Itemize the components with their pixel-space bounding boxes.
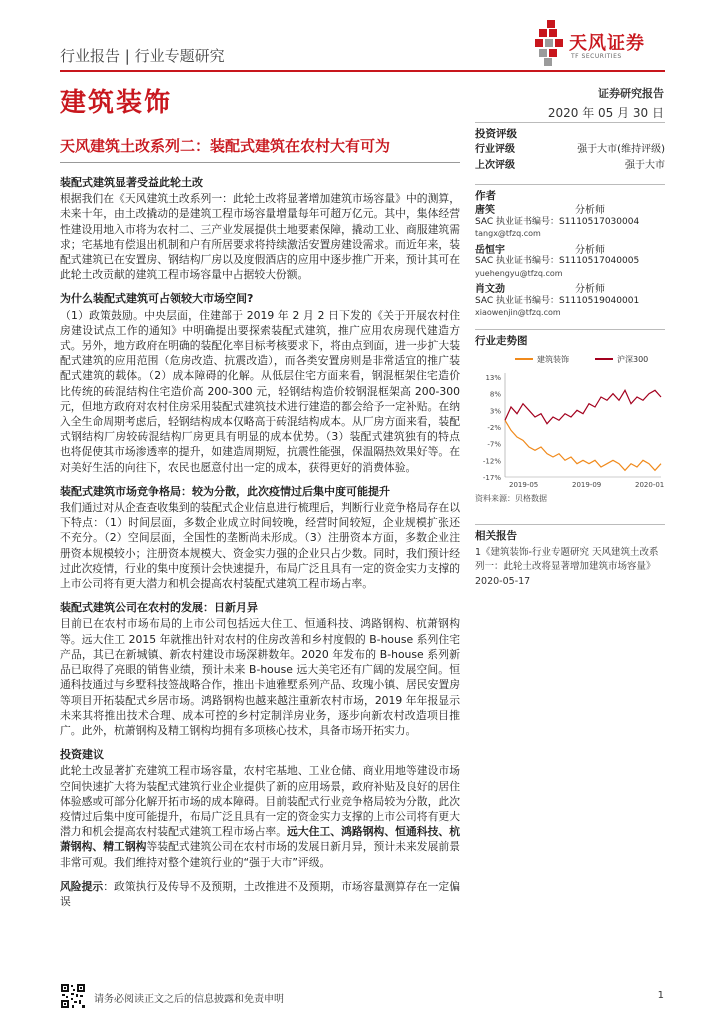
series-line-index <box>505 390 661 423</box>
section-heading: 装配式建筑市场竞争格局：较为分散，此次疫情过后集中度可能提升 <box>60 484 390 498</box>
logo-name: 天风证券 <box>569 33 645 54</box>
section-heading: 装配式建筑公司在农村的发展：日新月异 <box>60 601 258 615</box>
qr-code-icon <box>60 983 86 1009</box>
author-entry <box>475 284 665 319</box>
author-sac: SAC 执业证书编号：S1110517040005 <box>475 256 640 266</box>
header-rule <box>60 70 665 72</box>
y-tick-label: 13% <box>485 373 501 382</box>
section-text-after: 等装配式建筑公司在农村市场的发展日新月异，预计未来发展前景非常可观。我们维持对整个建筑行业的“强于大市”评级。 <box>60 840 461 869</box>
tf-securities-logo <box>535 20 665 70</box>
logo-english: TF SECURITIES <box>571 53 622 60</box>
y-tick-label: -12% <box>482 456 501 465</box>
section-heading: 为什么装配式建筑可占领较大市场空间? <box>60 292 254 306</box>
highlighted-companies: 远大住工、鸿路钢构、恒通科技、杭萧钢构、精工钢构 <box>60 825 461 854</box>
trend-chart-svg <box>475 351 665 491</box>
risk-warning <box>60 879 460 909</box>
section-text: 我们通过对从企查查收集到的装配式企业信息进行梳理后，判断行业竞争格局存在以下特点：（1）时间层面，多数企业成立时间较晚，经营时间较短，企业规模扩张还不充分。（2）空间层面，全国性的垄断尚未形成。（3）注册资本方面，多数企业注册资本规模较小；注册资本规模大、资金实力强的企业只占少数。同时，我们预计经过此次疫情，行业的集中度预计会快速提升，布局广泛且具有一定的资金实力支撑的上市公司将有更大潜力和机会提高农村装配式建筑工程市场占率。 <box>60 501 460 591</box>
y-tick-label: 8% <box>489 390 501 399</box>
x-tick-label: 2019-05 <box>509 480 539 489</box>
legend-label: 建筑装饰 <box>537 354 569 364</box>
section-heading: 投资建议 <box>60 748 104 762</box>
industry-trend-chart <box>475 351 665 491</box>
author-name: 唐笑 <box>475 205 495 216</box>
section-text: 目前已在农村市场布局的上市公司包括远大住工、恒通科技、鸿路钢构、杭萧钢构等。远大住工 2015 年就推出针对农村的住房改善和乡村度假的 B-house 系列住宅产品，其已在新城镇、新农村建设市场深耕数年。2020 年发布的 B-house 系列新品已取得了亮眼的销售业绩，预计未来 B-house 远大美宅还有广阔的发展空间。恒通科技通过与乡墅科技签战略合作，推出卡迪雅墅系列产品、玫瑰小镇、居民安置房等项目开拓装配式乡居市场。鸿路钢构也越来越注重新农村市场，2019 年年报显示未来其将推出技术合理、成本可控的乡村定制洋房业务，逐步向新农村改造项目推广。此外，杭萧钢构及精工钢构均拥有多项核心技术，具备市场开拓实力。 <box>60 617 460 737</box>
author-role: 分析师 <box>575 284 605 295</box>
x-tick-label: 2019-09 <box>572 480 602 489</box>
x-tick-label: 2020-01 <box>635 480 665 489</box>
author-sac: SAC 执业证书编号：S1110517030004 <box>475 216 640 227</box>
section-text: （1）政策鼓励。中央层面，住建部于 2019 年 2 月 2 日下发的《关于开展农村住房建设试点工作的通知》中明确提出要探索装配式建筑，推广应用农房现代建造方式。另外，地方政府在明确的装配化率目标考核要求下，将由点到面，进一步扩大装配式建筑的应用范围（危房改造、抗震改造），而各类安置房则是非常适宜的推广装配式建筑的载体。（2）成本障碍的化解。从低层住宅方面来看，钢混框架住宅造价比传统的砖混结构住宅造价高 200-300 元，轻钢结构造价较钢混框架高 200-300 元，但地方政府对农村住房采用装配式建筑技术进行建造的都会给予一定补贴。在纳入全生命周期考虑后，轻钢结构成本仅略高于砖混结构成本。从厂房方面来看，装配式钢结构厂房较砖混结构厂房更具有明显的成本优势。（3）装配式建筑独有的特点也将促使其市场渗透率的提升，如建造周期短，抗震性能强，保温隔热效果好等。在对美好生活的向往下，农民也愿意付出一定的成本，获得更好的消费体验。 <box>60 308 460 474</box>
last-rating-row <box>475 156 665 172</box>
legend-label: 沪深300 <box>617 354 649 364</box>
industry-title: 建筑装饰 <box>60 88 173 118</box>
rating-section-title: 投资评级 <box>475 122 665 140</box>
related-section-title: 相关报告 <box>475 524 665 542</box>
risk-heading: 风险提示 <box>60 879 104 893</box>
author-email[interactable]: tangx@tfzq.com <box>475 229 541 238</box>
document-category: 证券研究报告 <box>598 87 664 100</box>
investment-advice <box>60 763 460 869</box>
y-tick-label: 3% <box>489 406 501 415</box>
sidebar <box>475 122 665 589</box>
logo-mark-icon <box>535 20 565 66</box>
author-email[interactable]: xiaowenjin@tfzq.com <box>475 308 561 317</box>
section-text: 此轮土改显著扩充建筑工程市场容量，农村宅基地、工业仓储、商业用地等建设市场空间快速扩大将为装配式建筑行业企业提供了新的应用场景，政府补贴及良好的居住体验感或可部分化解开拓市场的成本障碍。目前装配式行业竞争格局较为分散，此次疫情过后集中度可能提升，布局广泛且具有一定的资金实力支撑的上市公司将有更大潜力和机会提高农村装配式建筑工程市场占率。 <box>60 764 460 839</box>
rating-value: 强于大市(维持评级) <box>577 144 665 155</box>
rating-label: 行业评级 <box>475 144 515 155</box>
author-email[interactable]: yuehengyu@tfzq.com <box>475 268 563 278</box>
footer-disclaimer: 请务必阅读正文之后的信息披露和免责申明 <box>94 994 284 1005</box>
author-sac: SAC 执业证书编号：S1110519040001 <box>475 295 640 306</box>
report-title: 天风建筑土改系列二：装配式建筑在农村大有可为 <box>60 135 460 163</box>
industry-rating-row <box>475 140 665 156</box>
authors-section-title: 作者 <box>475 184 665 202</box>
section-text: 根据我们在《天风建筑土改系列一：此轮土改将显著增加建筑市场容量》中的测算，未来十年，由土改撬动的是建筑工程市场容量增量每年可超万亿元。其中，集体经营性建设用地入市将为农村二、三产业发展提供土地要素保障，撬动工业、商服建筑需求；宅基地有偿退出机制和户有所居要求将持续激活安置房建设需求。而近年来，装配式建筑已在安置房、钢结构厂房以及度假酒店的应用中逐步推广开来，预计其可在此轮土改贡献的建筑工程市场容量中占据较大份额。 <box>60 192 460 282</box>
author-name: 岳恒宇 <box>475 244 505 256</box>
author-entry <box>475 205 665 240</box>
author-entry <box>475 245 665 280</box>
chart-source: 资料来源：贝格数据 <box>475 493 547 503</box>
y-tick-label: -17% <box>482 473 501 482</box>
report-body <box>60 165 460 909</box>
report-type: 行业报告 | 行业专题研究 <box>60 47 225 65</box>
chart-section-title: 行业走势图 <box>475 329 665 347</box>
author-name: 肖文劲 <box>475 284 505 295</box>
page-number: 1 <box>657 990 664 1001</box>
last-rating-label: 上次评级 <box>475 160 515 171</box>
author-role: 分析师 <box>575 244 605 256</box>
author-role: 分析师 <box>575 205 605 216</box>
last-rating-value: 强于大市 <box>625 160 665 171</box>
series-line-industry <box>505 420 661 470</box>
risk-text: ：政策执行及传导不及预期，土改推进不及预期，市场容量测算存在一定偏误 <box>60 879 461 908</box>
y-tick-label: -7% <box>487 440 501 449</box>
related-report[interactable]: 1《建筑装饰-行业专题研究 天风建筑土改系列一：此轮土改将显著增加建筑市场容量》2020-05-17 <box>475 546 659 587</box>
report-date: 2020 年 05 月 30 日 <box>547 106 664 120</box>
section-heading: 装配式建筑显著受益此轮土改 <box>60 176 203 189</box>
y-tick-label: -2% <box>487 423 501 432</box>
